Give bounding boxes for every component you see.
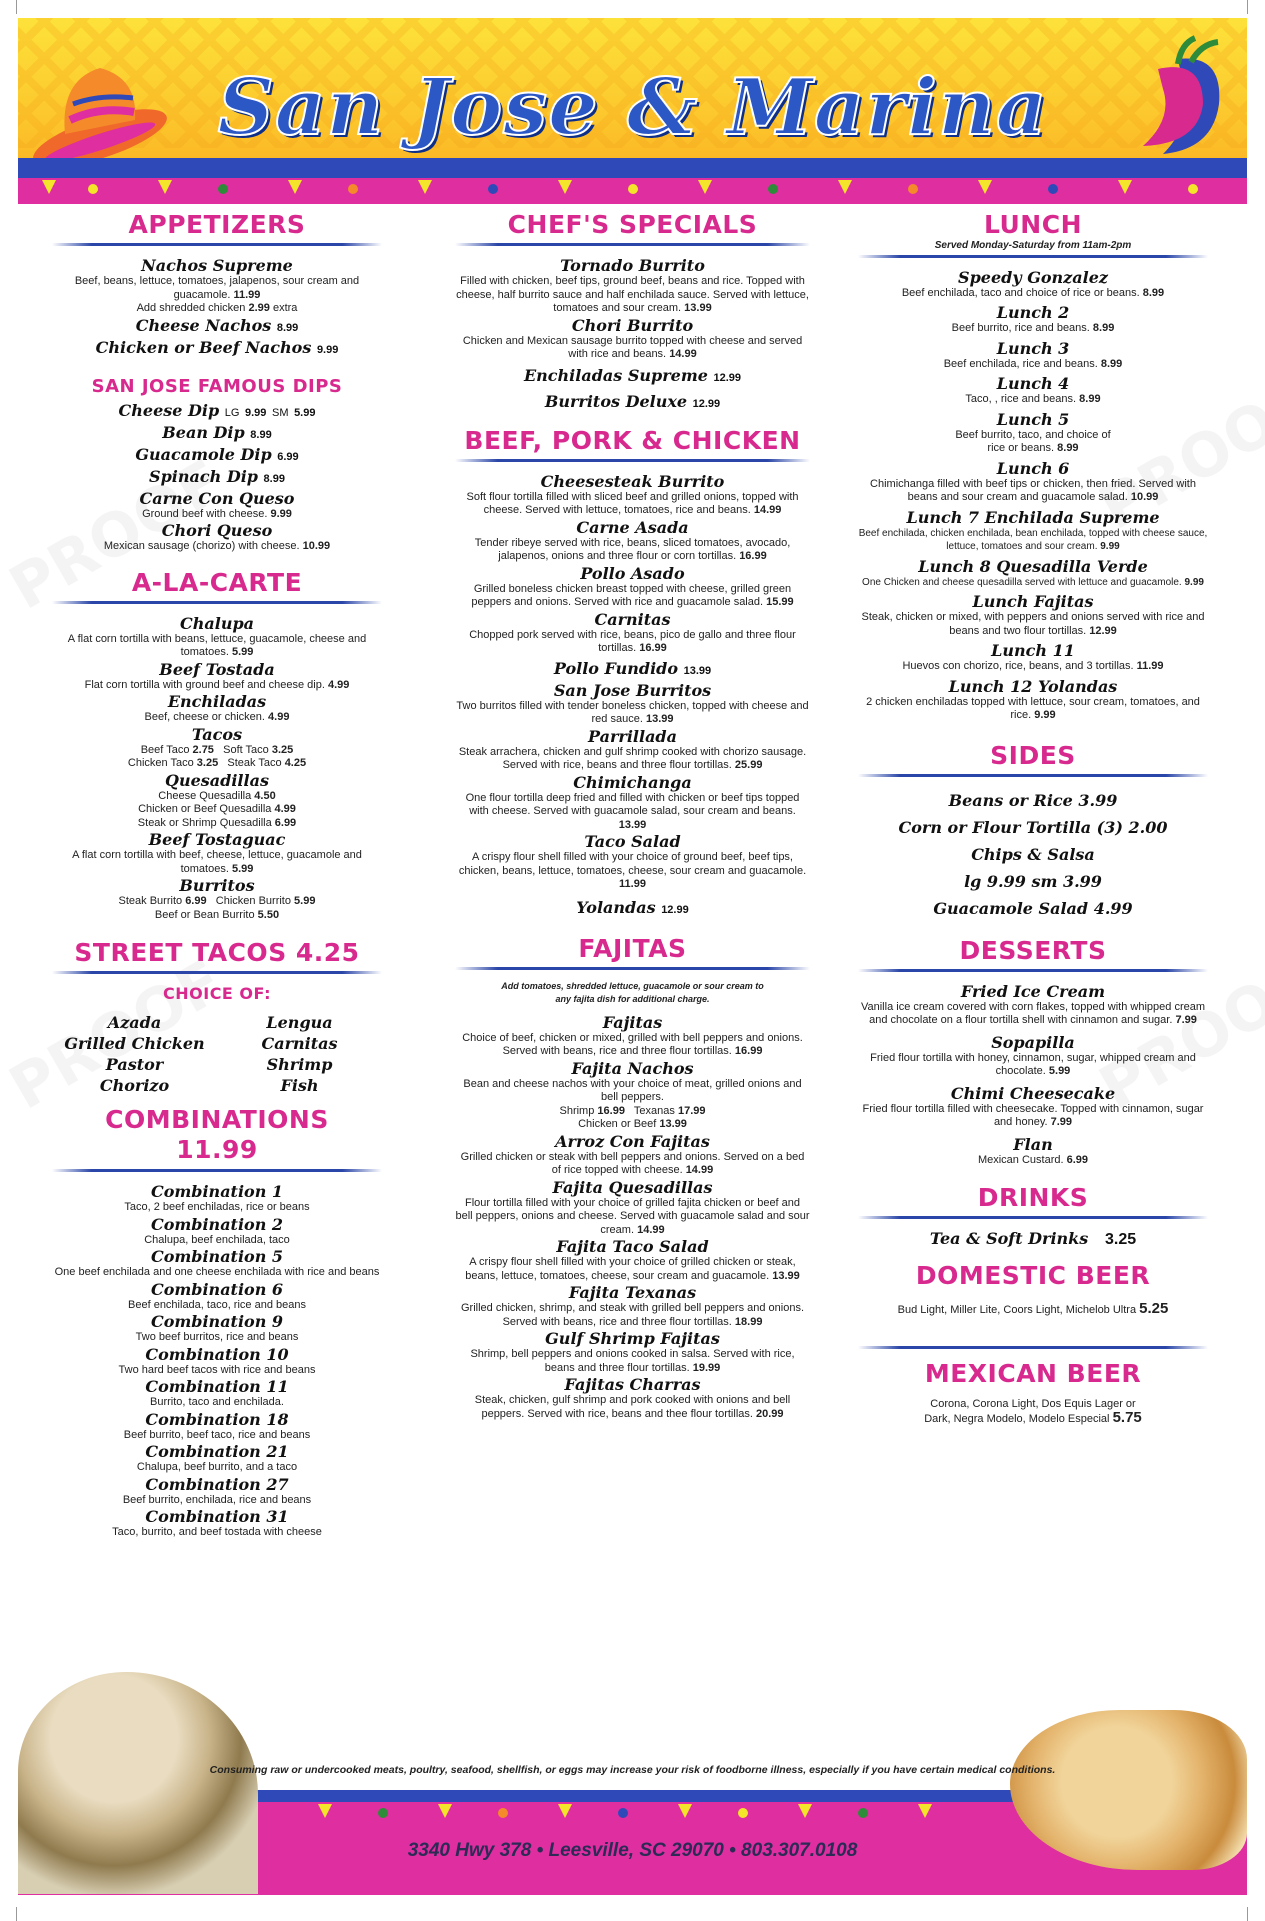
choice-label: CHOICE OF: xyxy=(163,984,271,1003)
item-name: Guacamole Salad 4.99 xyxy=(933,898,1133,918)
item-desc: Bud Light, Miller Lite, Coors Light, Michelob Ultra 5.25 xyxy=(897,1300,1169,1317)
item-name: Carne Con Queso xyxy=(139,488,295,508)
item-desc: Two hard beef tacos with rice and beans xyxy=(118,1363,316,1376)
item-desc: Beef burrito, enchilada, rice and beans xyxy=(122,1493,312,1506)
item-name: Flan xyxy=(1013,1134,1053,1154)
item-desc: Taco, 2 beef enchiladas, rice or beans xyxy=(124,1201,310,1213)
item-extra: Add shredded chicken 2.99 extra xyxy=(136,302,298,314)
item-desc: Beef enchilada, chicken enchilada, bean enchilada, topped with cheese sauce, lettuce, tomatoes and sour cream. 9.99 xyxy=(858,527,1208,552)
taco-option: Shrimp xyxy=(266,1055,333,1074)
item-desc: Flour tortilla filled with your choice of grilled fajita chicken or beef and bell peppers, onions and cheese. Served with guacamole salad and sour cream. 14.99 xyxy=(455,1196,810,1236)
item-desc: Beef enchilada, taco and choice of rice or beans. 8.99 xyxy=(901,286,1165,299)
item-desc: Steak arrachera, chicken and gulf shrimp cooked with chorizo sausage. Served with rice, beans and three flour tortillas. 25.99 xyxy=(458,745,807,771)
item-desc: Steak Burrito 6.99 Chicken Burrito 5.99 xyxy=(118,895,316,907)
item-desc: Beef or Bean Burrito 5.50 xyxy=(154,908,280,921)
item-desc: One beef enchilada and one cheese enchilada with rice and beans xyxy=(54,1266,380,1278)
taco-option: Grilled Chicken xyxy=(64,1034,205,1053)
item-name: Combination 11 xyxy=(145,1377,289,1396)
item-desc: Bean and cheese nachos with your choice of meat, grilled onions and bell peppers. xyxy=(463,1077,802,1103)
item-desc: Beef, cheese or chicken. 4.99 xyxy=(144,711,290,723)
restaurant-title: San Jose & Marina xyxy=(217,62,1048,153)
section-title-street-tacos: STREET TACOS 4.25 xyxy=(74,938,360,967)
item-desc: Soft flour tortilla filled with sliced beef and grilled onions, topped with cheese. Served with lettuce, tomatoes, rice and beans. 14.99 xyxy=(466,490,799,516)
section-title-mexican-beer: MEXICAN BEER xyxy=(924,1358,1142,1388)
section-title-lunch: LUNCH xyxy=(983,210,1083,239)
item-desc: Chicken Taco 3.25 Steak Taco 4.25 xyxy=(127,757,307,769)
item-desc: A flat corn tortilla with beef, cheese, lettuce, guacamole and tomatoes. 5.99 xyxy=(72,849,362,875)
item-name: Fajita Quesadillas xyxy=(552,1177,713,1197)
taco-image xyxy=(18,1672,258,1894)
item-name: Combination 2 xyxy=(150,1214,284,1234)
item-desc: Grilled boneless chicken breast topped with cheese, grilled green peppers and onions. Served with rice and guacamole salad. 15.99 xyxy=(471,582,794,608)
item-desc: Beef burrito, beef taco, rice and beans xyxy=(123,1428,311,1441)
item-desc: A flat corn tortilla with beans, lettuce, guacamole, cheese and tomatoes. 5.99 xyxy=(67,632,367,658)
item-desc: Shrimp 16.99 Texanas 17.99 xyxy=(559,1104,706,1117)
item-name: Fajita Texanas xyxy=(568,1283,697,1302)
section-title-combinations: COMBINATIONS xyxy=(105,1105,329,1134)
section-title-alacarte: A-LA-CARTE xyxy=(131,567,303,597)
item-name: Combination 10 xyxy=(145,1344,289,1364)
item-desc: Beef, beans, lettuce, tomatoes, jalapenos, sour cream and guacamole. 11.99 xyxy=(74,275,360,301)
item-desc: Vanilla ice cream covered with corn flakes, topped with whipped cream and chocolate on a flour tortilla shell with cinnamon and sugar. 7.99 xyxy=(860,1000,1206,1026)
section-title-chefs-specials: CHEF'S SPECIALS xyxy=(507,210,758,239)
section-title-drinks: DRINKS xyxy=(977,1183,1089,1212)
header-banner xyxy=(18,18,1247,204)
item-desc: Beef enchilada, taco, rice and beans xyxy=(128,1298,306,1311)
item-desc: Grilled chicken or steak with bell peppers and onions. Served on a bed of rice topped with cheese. 14.99 xyxy=(460,1150,805,1176)
taco-options xyxy=(52,1013,382,1095)
item-desc: Chalupa, beef burrito, and a taco xyxy=(136,1461,298,1473)
item-desc: Taco, , rice and beans. 8.99 xyxy=(965,393,1101,405)
item-desc: Fried flour tortilla with honey, cinnamon, sugar, whipped cream and chocolate. 5.99 xyxy=(870,1051,1196,1077)
item-name: Sopapilla xyxy=(991,1032,1075,1052)
item-name: Carnitas xyxy=(594,609,671,629)
item-name: Chicken or Beef Nachos 9.99 xyxy=(95,337,339,357)
section-title-beef-pork-chicken: BEEF, PORK & CHICKEN xyxy=(464,425,801,455)
footer-address: 3340 Hwy 378 • Leesville, SC 29070 • 803.307.0108 xyxy=(407,1840,858,1861)
item-name: Lunch 11 xyxy=(991,641,1075,660)
item-desc: Cheese Quesadilla 4.50 xyxy=(158,789,276,802)
item-desc: 2 chicken enchiladas topped with lettuce, sour cream, tomatoes, and rice. 9.99 xyxy=(866,695,1200,721)
taco-option: Azada xyxy=(107,1013,162,1032)
item-name: Enchiladas xyxy=(167,692,267,711)
item-desc: Filled with chicken, beef tips, ground beef, beans and rice. Topped with cheese, half burrito sauce and half enchilada sauce. Served with lettuce, tomatoes and sour cream. 13.99 xyxy=(456,275,809,314)
item-name: Pollo Asado xyxy=(580,563,685,583)
item-name: Combination 1 xyxy=(150,1182,284,1201)
section-title-fajitas: FAJITAS xyxy=(578,933,687,963)
item-desc: One Chicken and cheese quesadilla served with lettuce and guacamole. 9.99 xyxy=(862,576,1204,588)
item-name: Corn or Flour Tortilla (3) 2.00 xyxy=(898,817,1168,837)
item-name: Burritos Deluxe 12.99 xyxy=(544,391,721,411)
item-name: Chimichanga xyxy=(573,772,692,792)
item-name: Chimi Cheesecake xyxy=(950,1083,1116,1103)
item-name: Cheesesteak Burrito xyxy=(540,471,725,491)
item-name: Lunch 3 xyxy=(996,338,1070,358)
item-desc: One flour tortilla deep fried and filled with chicken or beef tips topped with cheese. Served with guacamole salad, sour cream and beans. 13.99 xyxy=(465,791,800,831)
taco-option: Pastor xyxy=(105,1055,164,1074)
item-name: Combination 27 xyxy=(145,1474,289,1494)
taco-option: Fish xyxy=(280,1076,319,1095)
item-name: Chalupa xyxy=(180,613,254,633)
item-name: Beef Tostaguac xyxy=(148,830,286,849)
item-name: Speedy Gonzalez xyxy=(958,267,1108,287)
item-desc: Two beef burritos, rice and beans xyxy=(135,1331,299,1343)
item-desc: Burrito, taco and enchilada. xyxy=(150,1396,284,1408)
item-name: Quesadillas xyxy=(165,770,269,790)
item-desc: Chalupa, beef enchilada, taco xyxy=(144,1233,290,1246)
item-name: Lunch 5 xyxy=(996,409,1070,429)
item-name: Lunch 12 Yolandas xyxy=(948,676,1118,696)
column-middle xyxy=(455,210,810,1421)
item-name: Fajitas Charras xyxy=(564,1375,701,1394)
item-name: Fajita Taco Salad xyxy=(556,1237,709,1256)
item-name: Combination 21 xyxy=(145,1442,289,1461)
item-name: lg 9.99 sm 3.99 xyxy=(964,871,1102,891)
item-name: Burritos xyxy=(179,876,255,895)
item-name: Lunch 7 Enchilada Supreme xyxy=(906,507,1160,527)
item-name: Beans or Rice 3.99 xyxy=(948,790,1118,810)
item-name: Gulf Shrimp Fajitas xyxy=(545,1329,720,1348)
item-name: Fajita Nachos xyxy=(571,1058,694,1078)
item-name: Carne Asada xyxy=(576,517,689,537)
item-name: Pollo Fundido 13.99 xyxy=(553,658,712,678)
column-right xyxy=(858,210,1208,1427)
item-desc: Mexican Custard. 6.99 xyxy=(977,1153,1089,1166)
item-name: Cheese Dip LG 9.99 SM 5.99 xyxy=(118,400,316,420)
item-name: Lunch 2 xyxy=(996,303,1070,322)
item-desc: Mexican sausage (chorizo) with cheese. 10.99 xyxy=(103,540,331,552)
item-name: Bean Dip 8.99 xyxy=(162,422,272,442)
item-name: Parrillada xyxy=(588,726,677,746)
item-desc: Ground beef with cheese. 9.99 xyxy=(142,507,292,520)
item-desc: Beef enchilada, rice and beans. 8.99 xyxy=(943,357,1123,370)
item-desc: Fried flour tortilla filled with cheesecake. Topped with cinnamon, sugar and honey. 7.99 xyxy=(862,1102,1204,1128)
item-desc: Steak, chicken, gulf shrimp and pork cooked with onions and bell peppers. Served with rice, beans and thee flour tortillas. 20.99 xyxy=(474,1394,791,1420)
section-title-appetizers: APPETIZERS xyxy=(128,210,306,239)
item-name: Lunch 6 xyxy=(996,458,1070,478)
item-desc: Grilled chicken, shrimp, and steak with grilled bell peppers and onions. Served with beans, rice and three flour tortillas. 18.99 xyxy=(460,1302,804,1328)
food-safety-warning: Consuming raw or undercooked meats, poultry, seafood, shellfish, or eggs may increase your risk of foodborne illness, especially if you have certain medical conditions. xyxy=(209,1764,1056,1776)
item-desc: Steak or Shrimp Quesadilla 6.99 xyxy=(137,816,297,829)
item-name: Chips & Salsa xyxy=(971,844,1095,864)
item-desc: Chimichanga filled with beef tips or chicken, then fried. Served with beans and sour cream and guacamole salad. 10.99 xyxy=(870,477,1196,503)
item-name: Tacos xyxy=(191,724,243,744)
item-desc: Chopped pork served with rice, beans, pico de gallo and three flour tortillas. 16.99 xyxy=(469,628,796,654)
item-desc: Chicken or Beef Quesadilla 4.99 xyxy=(138,803,296,815)
item-name: Tornado Burrito xyxy=(560,256,705,275)
item-desc: A crispy flour shell filled with your choice of ground beef, beef tips, chicken, beans, lettuce, tomatoes, cheese, sour cream and guacamole. 11.99 xyxy=(458,851,807,890)
section-title-desserts: DESSERTS xyxy=(959,935,1107,965)
item-name: Yolandas 12.99 xyxy=(576,897,689,917)
item-name: Combination 9 xyxy=(150,1312,284,1331)
item-name: Spinach Dip 8.99 xyxy=(149,466,285,486)
item-name: Fried Ice Cream xyxy=(960,981,1106,1001)
item-desc: A crispy flour shell filled with your choice of grilled chicken or steak, beans, lettuce, tomatoes, cheese, sour cream and guacamole. 13.99 xyxy=(465,1256,800,1282)
fajitas-note: Add tomatoes, shredded lettuce, guacamole or sour cream to any fajita dish for additional charge. xyxy=(501,980,764,1004)
item-desc: Shrimp, bell peppers and onions cooked in salsa. Served with rice, beans and three flour tortillas. 19.99 xyxy=(470,1348,795,1374)
item-desc: Corona, Corona Light, Dos Equis Lager or Dark, Negra Modelo, Modelo Especial 5.75 xyxy=(924,1397,1142,1426)
item-desc: Chicken or Beef 13.99 xyxy=(578,1118,687,1130)
item-name: Combination 5 xyxy=(150,1247,284,1266)
combinations-price: 11.99 xyxy=(176,1135,258,1164)
lunch-note: Served Monday-Saturday from 11am-2pm xyxy=(934,240,1132,251)
item-name: Arroz Con Fajitas xyxy=(555,1131,710,1151)
item-desc: Taco, burrito, and beef tostada with cheese xyxy=(112,1526,322,1538)
item-desc: Steak, chicken or mixed, with peppers and onions served with rice and beans and two flour tortillas. 12.99 xyxy=(861,611,1205,637)
taco-option: Lengua xyxy=(266,1013,333,1032)
item-name: Chori Queso xyxy=(161,521,273,540)
item-name: Lunch Fajitas xyxy=(972,592,1094,611)
item-desc: Flat corn tortilla with ground beef and cheese dip. 4.99 xyxy=(84,678,350,691)
item-name: Tea & Soft Drinks 3.25 xyxy=(929,1229,1137,1248)
item-name: San Jose Burritos xyxy=(553,680,712,700)
column-left xyxy=(52,210,382,1540)
item-desc: Beef burrito, taco, and choice of rice or beans. 8.99 xyxy=(955,428,1111,454)
item-name: Enchiladas Supreme 12.99 xyxy=(523,365,742,385)
item-name: Combination 6 xyxy=(150,1279,284,1299)
item-desc: Huevos con chorizo, rice, beans, and 3 tortillas. 11.99 xyxy=(902,660,1164,672)
taco-option: Chorizo xyxy=(99,1076,170,1095)
item-desc: Chicken and Mexican sausage burrito topped with cheese and served with rice and beans. 14.99 xyxy=(462,334,803,360)
item-name: Guacamole Dip 6.99 xyxy=(135,444,299,464)
item-name: Combination 18 xyxy=(145,1409,289,1429)
item-name: Fajitas xyxy=(602,1012,663,1032)
item-name: Nachos Supreme xyxy=(141,256,293,275)
item-name: Chori Burrito xyxy=(571,315,694,335)
item-desc: Choice of beef, chicken or mixed, grilled with bell peppers and onions. Served with beans, rice and three flour tortillas. 16.99 xyxy=(462,1031,803,1057)
item-desc: Beef Taco 2.75 Soft Taco 3.25 xyxy=(140,743,294,756)
item-desc: Beef burrito, rice and beans. 8.99 xyxy=(951,322,1115,334)
section-title-dips: SAN JOSE FAMOUS DIPS xyxy=(91,375,343,397)
item-name: Combination 31 xyxy=(145,1507,289,1526)
taco-option: Carnitas xyxy=(261,1034,338,1053)
item-name: Lunch 4 xyxy=(996,374,1070,393)
item-desc: Two burritos filled with tender boneless chicken, topped with cheese and red sauce. 13.99 xyxy=(456,699,809,725)
item-name: Beef Tostada xyxy=(159,659,275,679)
item-desc: Tender ribeye served with rice, beans, sliced tomatoes, avocado, jalapenos, onions and three flour or corn tortillas. 16.99 xyxy=(474,536,791,562)
section-title-domestic-beer: DOMESTIC BEER xyxy=(915,1261,1151,1290)
section-title-sides: SIDES xyxy=(990,740,1076,770)
item-name: Lunch 8 Quesadilla Verde xyxy=(918,556,1148,576)
item-name: Taco Salad xyxy=(584,832,681,851)
item-name: Cheese Nachos 8.99 xyxy=(135,315,299,335)
